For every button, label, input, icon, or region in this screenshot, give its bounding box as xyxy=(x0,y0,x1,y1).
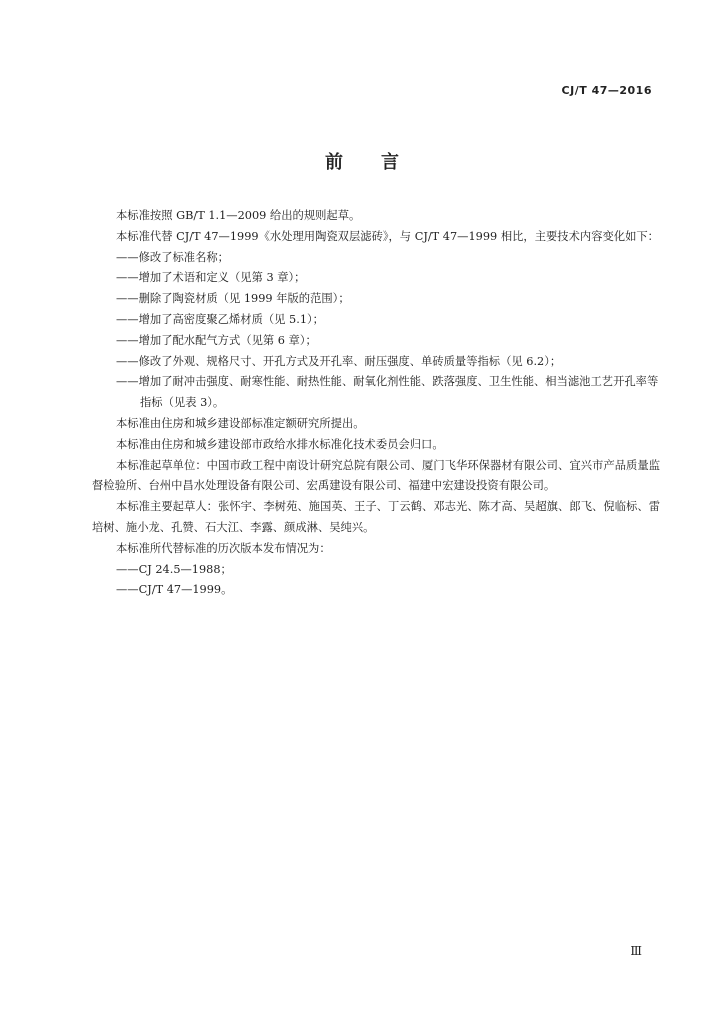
paragraph-drafters: 本标准主要起草人：张怀宇、李树苑、施国英、王子、丁云鹤、邓志光、陈才高、吴超旗、郎飞、倪临标、雷培树、施小龙、孔赞、石大江、李露、颜成淋、吴纯兴。 xyxy=(92,500,660,534)
paragraph-drafting-units: 本标准起草单位：中国市政工程中南设计研究总院有限公司、厦门飞华环保器材有限公司、宜兴市产品质量监督检验所、台州中昌水处理设备有限公司、宏禹建设有限公司、福建中宏建设投资有限公司。 xyxy=(92,458,660,493)
change-item: ——增加了配水配气方式（见第 6 章）； xyxy=(116,333,317,347)
paragraph-administrator: 本标准由住房和城乡建设部市政给水排水标准化技术委员会归口。 xyxy=(116,437,444,451)
change-item: ——增加了高密度聚乙烯材质（见 5.1）； xyxy=(116,312,324,326)
foreword-body xyxy=(92,206,660,601)
change-item: ——增加了耐冲击强度、耐寒性能、耐热性能、耐氧化剂性能、跌落强度、卫生性能、相当滤池工艺开孔率等指标（见表 3）。 xyxy=(116,375,659,410)
history-item: ——CJ 24.5—1988； xyxy=(116,562,232,576)
standard-code: CJ/T 47—2016 xyxy=(561,84,652,97)
history-item: ——CJ/T 47—1999。 xyxy=(116,583,233,597)
paragraph-history-intro: 本标准所代替标准的历次版本发布情况为： xyxy=(116,541,331,555)
page-number: Ⅲ xyxy=(630,944,642,958)
change-item: ——增加了术语和定义（见第 3 章）； xyxy=(116,271,306,285)
change-item: ——修改了标准名称； xyxy=(116,250,229,264)
change-item: ——修改了外观、规格尺寸、开孔方式及开孔率、耐压强度、单砖质量等指标（见 6.2）； xyxy=(116,354,562,368)
page-title: 前言 xyxy=(325,152,437,173)
change-item: ——删除了陶瓷材质（见 1999 年版的范围）； xyxy=(116,292,350,306)
paragraph-proposer: 本标准由住房和城乡建设部标准定额研究所提出。 xyxy=(116,416,365,430)
paragraph-drafting-rules: 本标准按照 GB/T 1.1—2009 给出的规则起草。 xyxy=(116,209,361,222)
paragraph-replacement: 本标准代替 CJ/T 47—1999《水处理用陶瓷双层滤砖》，与 CJ/T 47—1999 相比，主要技术内容变化如下： xyxy=(116,229,659,243)
